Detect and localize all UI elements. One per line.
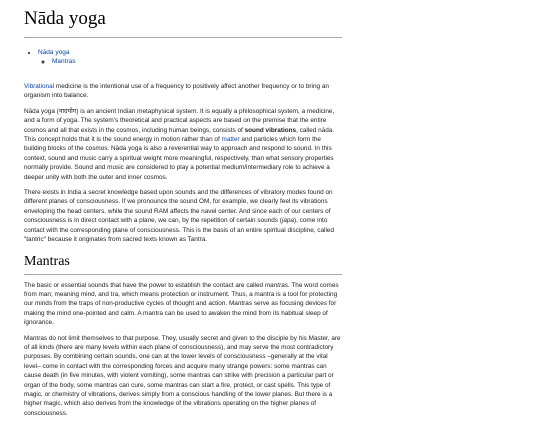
section-heading-mantras: Mantras: [24, 253, 342, 275]
paragraph-text: ), come into contact with the corresponding plane of consciousness. This is the basis of an entire spiritual discipline, called "tantric" because it originates from sacred texts known as Tantra.: [24, 217, 334, 244]
matter-link[interactable]: matter: [221, 136, 240, 144]
toc-item: [52, 57, 342, 66]
vibrational-link[interactable]: Vibrational: [24, 83, 55, 90]
paragraph-text: and particles which form the building blocks of the cosmos. Nāda yoga is also a reverential way to approach and respond to sound. In this context, sound and music carry a spiritual weight more meaningful, respectively, than what sensory properties normally provide. Sound and music are considered to play a potential medium/intermediary role to achieve a deeper unity with both the outer and inner cosmos.: [24, 136, 334, 181]
japa-italic: japa: [281, 217, 294, 225]
mantras-paragraph: [24, 281, 342, 328]
toc-item: [38, 48, 342, 66]
paragraph-text: There exists in India a secret knowledge based upon sounds and the differences of vibratory modes found on different planes of consciousness. If we pronounce the sound OM, for example, we clearly feel its vibrations enveloping the head centers, while the sound RAM affects the navel center. And since each of our centers of consciousness is in direct contact with a plane, we can, by the repetition of certain sounds (: [24, 189, 333, 225]
toc-link-mantras[interactable]: Mantras: [52, 58, 76, 65]
paragraph-text: medicine is the intentional use of a frequency to positively affect another frequency or to bring an organism into balance.: [24, 83, 329, 100]
paragraph-text: . The word comes from man; meaning mind, and tra, which means protection or instrument. Thus, a mantra is a tool for protecting our minds from the traps of non-productive cycles of thought and action. Mantras serve as focusing devices for making the mind one-pointed and calm. A mantra can be used to awaken the mind from its habitual sleep of ignorance.: [24, 281, 339, 327]
secret-knowledge-paragraph: [24, 188, 342, 244]
page-title: Nāda yoga: [24, 6, 342, 38]
paragraph-text: The basic or essential sounds that have the power to establish the contact are called: [24, 281, 265, 289]
paragraph-text: , called nāda. This concept holds that it is the sound energy in motion rather than of: [24, 126, 335, 144]
toc-link-nada-yoga[interactable]: Nāda yoga: [38, 49, 70, 56]
table-of-contents: [38, 48, 342, 66]
mantras-italic: mantras: [264, 281, 288, 289]
sound-vibrations-bold: sound vibrations: [244, 126, 297, 134]
mantras-purpose-paragraph: Mantras do not limit themselves to that purpose. They, usually secret and given to the disciple by his Master, are of all kinds (there are many levels within each plane of consciousness), and may serve the most contradictory purposes. By combining certain sounds, one can at the lower levels of consciousness –generally at the vital level– come in contact with the corresponding forces and acquire many strange powers: some mantras can cause death (in five minutes, with violent vomiting), some mantras can strike with precision a particular part or organ of the body, some mantras can cure, some mantras can start a fire, protect, or cast spells. This type of magic, or chemistry of vibrations, derives simply from a conscious handling of the lower planes. But there is a higher magic, which also derives from the knowledge of the vibrations operating on the higher planes of consciousness.: [24, 334, 341, 417]
nada-yoga-paragraph: [24, 107, 342, 182]
article: [24, 6, 342, 424]
paragraph-text: Nāda yoga (नादयोग) is an ancient Indian metaphysical system. It is equally a philosophical system, a medicine, and a form of yoga. The system's theoretical and practical aspects are based on the premise that the entire cosmos and all that exists in the cosmos, including human beings, consists of: [24, 107, 335, 134]
intro-paragraph: [24, 82, 342, 101]
